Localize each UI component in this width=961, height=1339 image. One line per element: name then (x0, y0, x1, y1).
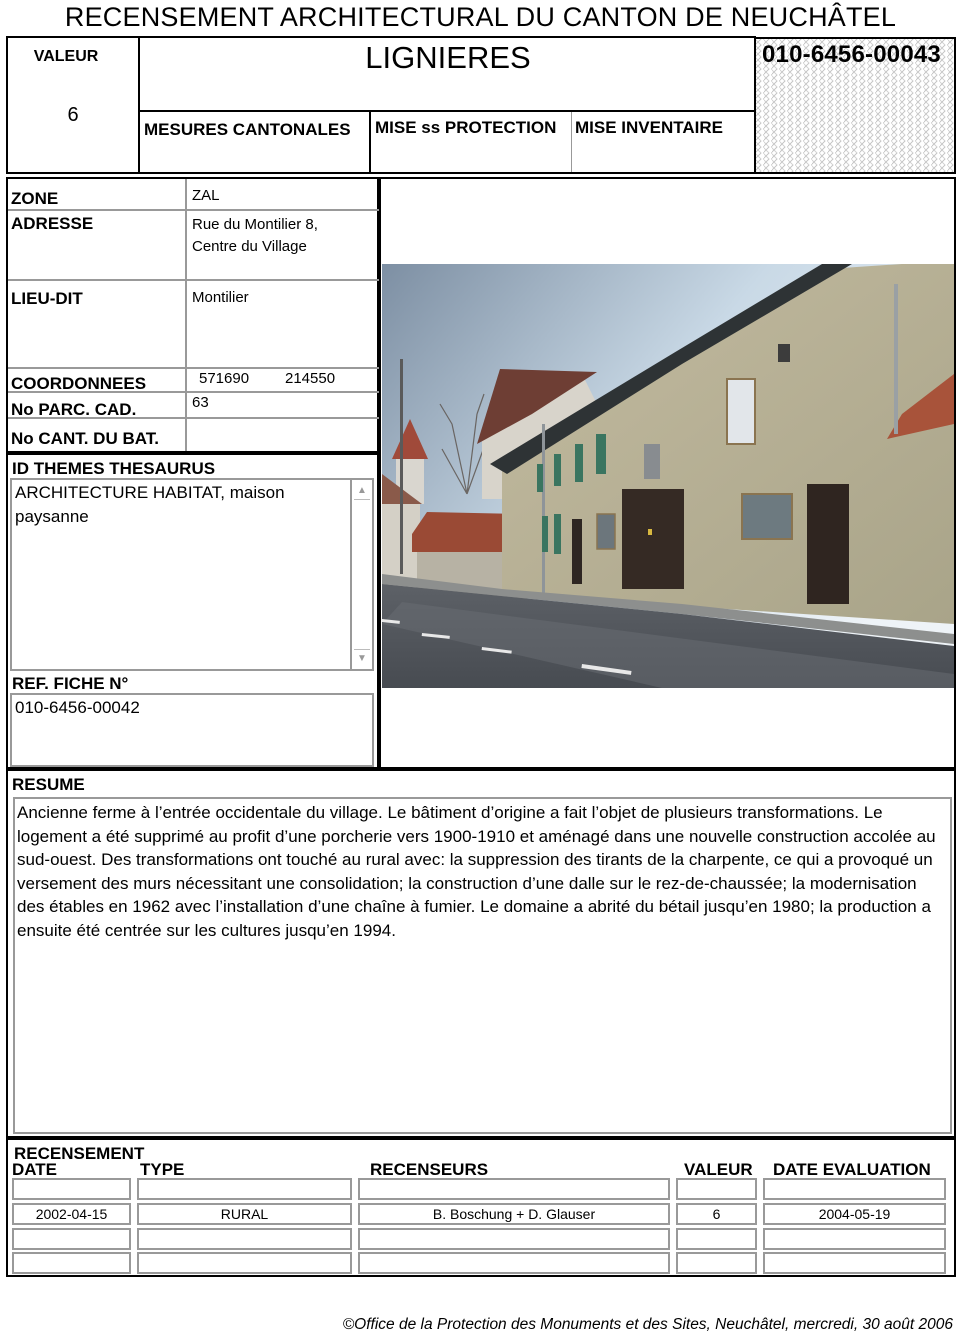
parc-cad-label: No PARC. CAD. (11, 400, 137, 419)
cell-type[interactable]: RURAL (137, 1203, 352, 1225)
building-photo (382, 264, 954, 688)
cell-date[interactable] (12, 1178, 131, 1200)
coord-y: 214550 (285, 370, 336, 387)
cell-date-evaluation[interactable] (763, 1228, 946, 1250)
mesures-cantonales-label: MESURES CANTONALES (144, 120, 351, 139)
cell-recenseurs[interactable]: B. Boschung + D. Glauser (358, 1203, 670, 1225)
mesures-cantonales-cell (142, 112, 371, 172)
parc-cad-row (8, 393, 379, 419)
thesaurus-textarea[interactable] (10, 478, 374, 671)
resume-label: RESUME (12, 775, 85, 794)
cell-valeur[interactable]: 6 (676, 1203, 757, 1225)
ref-fiche-field[interactable] (10, 693, 374, 767)
lieu-dit-row (8, 281, 379, 369)
ref-fiche-value: 010-6456-00042 (15, 698, 140, 717)
valeur-cell (8, 38, 140, 172)
lieu-dit-value: Montilier (192, 289, 249, 306)
col-header-recenseurs: RECENSEURS (370, 1160, 489, 1179)
col-header-valeur: VALEUR (684, 1160, 753, 1179)
photo-block (381, 177, 956, 769)
thesaurus-line2: paysanne (15, 507, 89, 526)
valeur-label: VALEUR (33, 48, 99, 65)
cell-recenseurs[interactable] (358, 1252, 670, 1274)
coordonnees-label: COORDONNEES (11, 374, 147, 393)
cell-valeur[interactable] (676, 1228, 757, 1250)
cell-valeur[interactable] (676, 1178, 757, 1200)
mise-protection-cell (373, 112, 572, 172)
header-box (6, 36, 756, 174)
mise-inventaire-label: MISE INVENTAIRE (575, 118, 723, 137)
recensement-block (6, 1136, 956, 1277)
cant-bat-row (8, 419, 379, 451)
adresse-line1: Rue du Montilier 8, (192, 216, 318, 233)
parc-cad-value: 63 (192, 394, 209, 411)
valeur-value: 6 (67, 104, 79, 126)
cell-type[interactable] (137, 1178, 352, 1200)
cell-recenseurs[interactable] (358, 1228, 670, 1250)
thesaurus-label: ID THEMES THESAURUS (12, 459, 216, 478)
cell-date-evaluation[interactable]: 2004-05-19 (763, 1203, 946, 1225)
adresse-line2: Centre du Village (192, 238, 307, 255)
cell-recenseurs[interactable] (358, 1178, 670, 1200)
building-photo-image (382, 264, 954, 688)
fiche-id: 010-6456-00043 (762, 41, 941, 68)
resume-block (6, 767, 956, 1139)
thesaurus-scrollbar[interactable] (350, 480, 372, 669)
footer-copyright: ©Office de la Protection des Monuments et des Sites, Neuchâtel, mercredi, 30 août 2006 (342, 1316, 953, 1333)
zone-row (8, 179, 379, 211)
commune-name: LIGNIERES (365, 40, 531, 75)
coord-x: 571690 (199, 370, 250, 387)
cell-valeur[interactable] (676, 1252, 757, 1274)
adresse-row (8, 211, 379, 281)
scroll-up-icon[interactable]: ▲ (354, 482, 370, 500)
mise-inventaire-cell (573, 112, 754, 172)
adresse-label: ADRESSE (11, 214, 94, 233)
col-header-date: DATE (12, 1160, 58, 1179)
cell-date[interactable]: 2002-04-15 (12, 1203, 131, 1225)
col-header-date-evaluation: DATE EVALUATION (773, 1160, 931, 1179)
recensement-label: RECENSEMENT (14, 1144, 145, 1163)
cell-date-evaluation[interactable] (763, 1178, 946, 1200)
mise-protection-label: MISE ss PROTECTION (375, 118, 557, 137)
ref-fiche-label: REF. FICHE N° (12, 674, 129, 693)
col-header-type: TYPE (140, 1160, 185, 1179)
info-block (6, 177, 381, 769)
divider (8, 451, 379, 455)
fiche-id-box (754, 37, 956, 174)
zone-value: ZAL (192, 187, 220, 204)
thesaurus-line1: ARCHITECTURE HABITAT, maison (15, 483, 285, 502)
coordonnees-row (8, 369, 379, 393)
scroll-down-icon[interactable]: ▼ (354, 649, 370, 667)
zone-label: ZONE (11, 189, 59, 208)
cell-date[interactable] (12, 1252, 131, 1274)
cell-date[interactable] (12, 1228, 131, 1250)
lieu-dit-label: LIEU-DIT (11, 289, 83, 308)
cant-bat-label: No CANT. DU BAT. (11, 429, 159, 448)
document-title: RECENSEMENT ARCHITECTURAL DU CANTON DE NEUCHÂTEL (64, 2, 897, 32)
cell-type[interactable] (137, 1252, 352, 1274)
resume-textarea[interactable]: Ancienne ferme à l’entrée occidentale du village. Le bâtiment d’origine a fait l’objet de plusieurs transformations. Le logement a été supprimé au profit d’une porcherie vers 1900-1910 et aménagé dans une nouvelle construction accolée au sud-ouest. Des transformations ont touché au rural avec: la suppression des tirants de la charpente, ce qui a provoqué un versement des murs nécessitant une consolidation; la construction d’une dalle sur le rez-de-chaussée; la modernisation des étables en 1962 avec l’installation d’une chaîne à fumier. Le domaine a abrité du bétail jusqu’en 1980; la production a ensuite été centrée sur les cultures jusqu’en 1994. (13, 797, 952, 1134)
cell-date-evaluation[interactable] (763, 1252, 946, 1274)
cell-type[interactable] (137, 1228, 352, 1250)
